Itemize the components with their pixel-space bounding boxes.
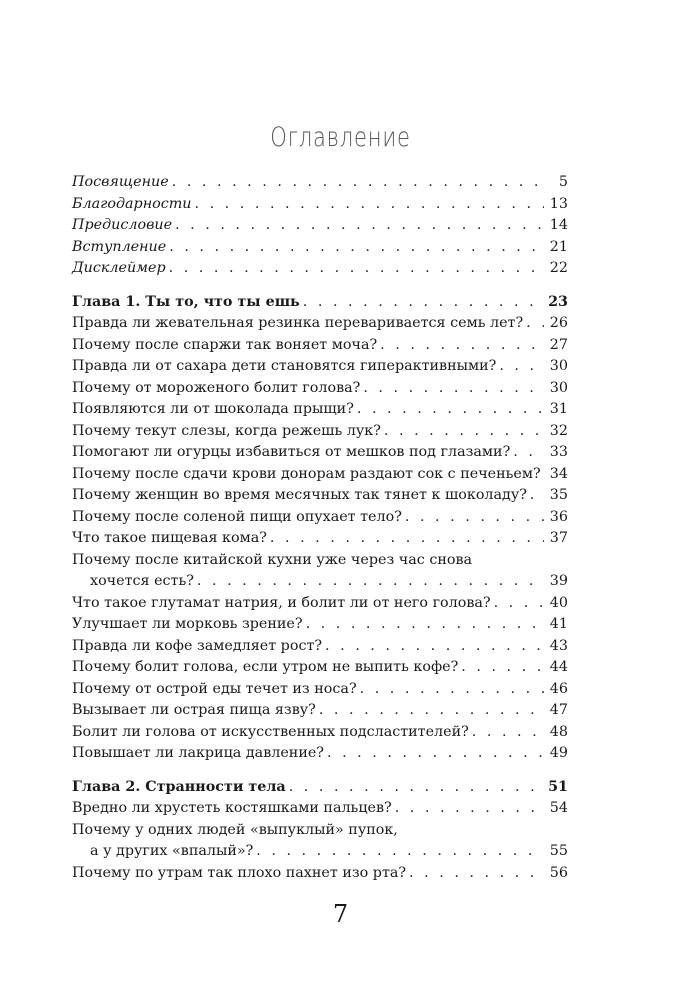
toc-entry-title: Предисловие (72, 217, 173, 233)
toc-entry-page: 30 (549, 379, 568, 396)
toc-entry-line1: Почему после китайской кухни уже через час снова (72, 551, 473, 568)
toc-entry (72, 743, 568, 765)
toc-entry (72, 485, 568, 507)
toc-entry (72, 722, 568, 744)
toc-entry-title: Повышает ли лакрица давление? (72, 745, 324, 761)
toc-entry-title: Почему от мороженого болит голова? (72, 379, 361, 396)
toc-entry (72, 636, 568, 658)
chapter-1-entries-continued (72, 593, 568, 765)
toc-entry-page: 47 (549, 702, 568, 718)
table-of-contents (72, 172, 568, 884)
toc-entry-title: Правда ли жевательная резинка переваривается семь лет? (72, 315, 524, 331)
toc-entry (72, 507, 568, 529)
toc-entry-page: 34 (549, 465, 568, 482)
toc-entry (72, 700, 568, 722)
toc-entry (72, 863, 568, 885)
toc-entry-page: 36 (549, 508, 568, 525)
toc-entry-title: Вступление (72, 238, 167, 255)
toc-entry-page: 54 (549, 800, 568, 816)
toc-entry (72, 528, 568, 550)
toc-entry (72, 172, 568, 194)
toc-entry-page: 26 (549, 315, 568, 331)
toc-entry (72, 335, 568, 357)
toc-entry-page: 33 (549, 444, 568, 460)
toc-entry-title: Благодарности (72, 195, 192, 212)
toc-entry (72, 614, 568, 636)
toc-entry-title: Почему женщин во время месячных так тянет к шоколаду? (72, 487, 527, 503)
toc-entry-page: 37 (549, 530, 568, 546)
toc-entry-title: Почему после соленой пищи опухает тело? (72, 508, 402, 525)
toc-entry-title: Почему от острой еды течет из носа? (72, 680, 357, 697)
toc-entry-line2: хочется есть? (90, 573, 194, 589)
toc-entry-title: Дисклеймер (72, 260, 166, 276)
toc-entry-page: 56 (549, 864, 568, 881)
toc-entry-page: 44 (549, 659, 568, 675)
toc-entry-page: 40 (549, 594, 568, 611)
toc-entry-title: Почему после спаржи так воняет моча? (72, 336, 378, 353)
toc-entry-page: 21 (549, 238, 568, 255)
toc-entry-title: Улучшает ли морковь зрение? (72, 616, 303, 632)
chapter-1-page: 23 (548, 293, 568, 310)
toc-entry-title: Почему по утрам так плохо пахнет изо рта? (72, 864, 407, 881)
toc-entry-title: Появляются ли от шоколада прыщи? (72, 401, 354, 417)
toc-entry (72, 679, 568, 701)
toc-entry (72, 464, 568, 486)
toc-entry-page: 35 (549, 487, 568, 503)
toc-entry (72, 657, 568, 679)
toc-entry (72, 841, 568, 863)
chapter-2-entries (72, 798, 568, 820)
toc-entry-line1: Почему у одних людей «выпуклый» пупок, (72, 821, 398, 838)
toc-entry-page: 32 (549, 422, 568, 439)
page-number: 7 (332, 900, 349, 928)
toc-entry-page: 27 (549, 336, 568, 353)
toc-entry (72, 571, 568, 593)
toc-entry-page: 39 (549, 573, 568, 589)
toc-entry-title: Правда ли от сахара дети становятся гиперактивными? (72, 358, 497, 374)
toc-entry (72, 442, 568, 464)
toc-entry-page: 22 (549, 260, 568, 276)
toc-entry-title: Что такое глутамат натрия, и болит ли от него голова? (72, 594, 491, 611)
chapter-2-entries-continued (72, 863, 568, 885)
toc-entry-page: 14 (549, 217, 568, 233)
chapter-1-entries (72, 313, 568, 550)
toc-entry-title: Посвящение (72, 174, 169, 190)
toc-entry-title: Вызывает ли острая пища язву? (72, 702, 316, 718)
toc-entry (72, 313, 568, 335)
front-matter (72, 172, 568, 280)
toc-entry-page: 43 (549, 637, 568, 654)
chapter-2-heading (72, 777, 568, 799)
toc-entry-page: 48 (549, 723, 568, 740)
toc-entry (72, 593, 568, 615)
chapter-2-title: Глава 2. Странности тела (72, 778, 286, 795)
toc-entry-page: 55 (549, 843, 568, 859)
toc-entry-title: Вредно ли хрустеть костяшками пальцев? (72, 800, 392, 816)
toc-entry (72, 194, 568, 216)
toc-entry-page: 13 (549, 195, 568, 212)
toc-entry-page: 46 (549, 680, 568, 697)
page-title: Оглавление (270, 122, 411, 153)
toc-entry (72, 421, 568, 443)
toc-entry (72, 378, 568, 400)
chapter-2-page: 51 (548, 778, 568, 795)
toc-entry-page: 5 (558, 174, 568, 190)
toc-entry-page: 30 (549, 358, 568, 374)
toc-entry-title: Болит ли голова от искусственных подсластителей? (72, 723, 469, 740)
toc-entry-title: Что такое пищевая кома? (72, 530, 267, 546)
toc-entry-line2: а у других «впалый»? (90, 843, 254, 859)
toc-entry (72, 215, 568, 237)
toc-entry-title: Правда ли кофе замедляет рост? (72, 637, 323, 654)
toc-entry-title: Почему болит голова, если утром не выпить кофе? (72, 659, 459, 675)
toc-entry (72, 237, 568, 259)
toc-entry-title: Почему после сдачи крови донорам раздают сок с печеньем? (72, 465, 541, 482)
toc-entry-page: 31 (549, 401, 568, 417)
toc-entry (72, 356, 568, 378)
toc-entry (72, 258, 568, 280)
chapter-1-heading (72, 292, 568, 314)
chapter-1-title: Глава 1. Ты то, что ты ешь (72, 293, 300, 310)
toc-entry-page: 49 (549, 745, 568, 761)
toc-entry-title: Почему текут слезы, когда режешь лук? (72, 422, 381, 439)
toc-entry-page: 41 (549, 616, 568, 632)
toc-entry-title: Помогают ли огурцы избавиться от мешков под глазами? (72, 444, 511, 460)
toc-entry (72, 399, 568, 421)
toc-entry (72, 798, 568, 820)
